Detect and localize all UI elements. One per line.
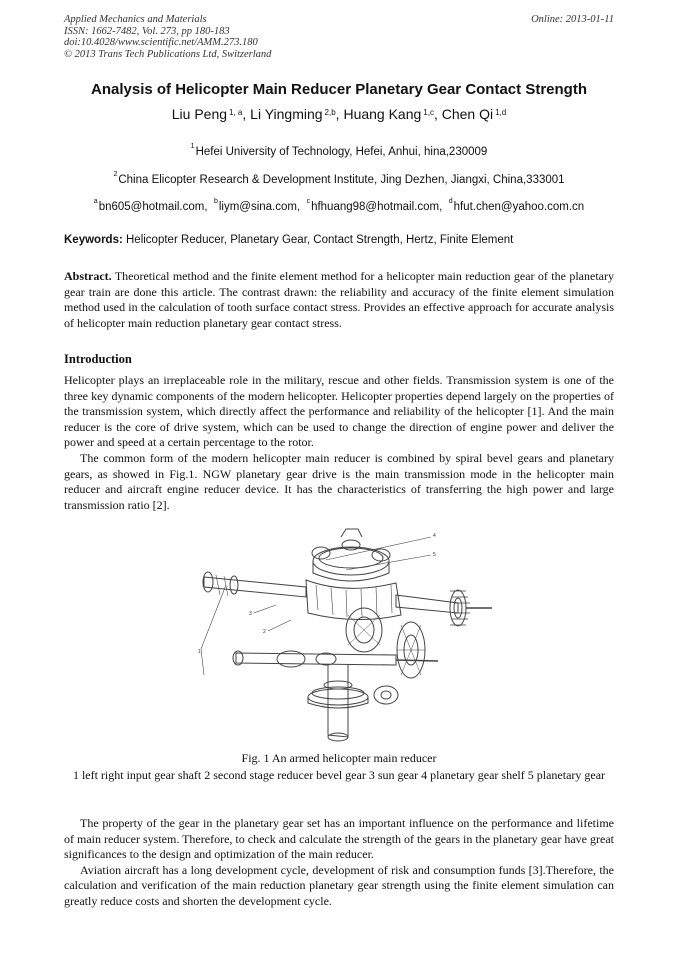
author-sup: 1,d: [495, 108, 507, 117]
abstract-label: Abstract.: [64, 269, 112, 283]
author-sup: 2,b: [324, 108, 336, 117]
keywords-text: Helicopter Reducer, Planetary Gear, Contact Strength, Hertz, Finite Element: [126, 234, 514, 246]
author-name: Huang Kang: [343, 106, 422, 122]
section-heading-introduction: Introduction: [64, 352, 132, 366]
author-list: Liu Peng $^{1, a}$, Li Yingming $^{2,b}$, Huang Kang $^{1,c}$, Chen Qi $^{1,d}$: [171, 106, 507, 122]
journal-name: Applied Mechanics and Materials: [64, 14, 207, 25]
aff-sup: 2: [113, 171, 118, 178]
paragraph: Aviation aircraft has a long development cycle, development of risk and consumption funds [3].Therefore, the calculation and verification of the main reduction planetary gear strength using the finite element simulation can greatly reduce costs and shorten the development cycle.: [64, 862, 614, 908]
keywords-label: Keywords:: [64, 234, 123, 246]
figure-legend: 1 left right input gear shaft 2 second stage reducer bevel gear 3 sun gear 4 planetary gear shelf 5 planetary gear: [72, 768, 606, 782]
aff-sup: 1: [190, 143, 195, 150]
body-after-figure: [64, 816, 614, 910]
affiliation-2: [0, 171, 678, 186]
email: bn605@hotmail.com,: [98, 201, 208, 213]
figure-label-2: 2: [263, 629, 266, 635]
aff-text: Hefei University of Technology, Hefei, Anhui, hina,230009: [195, 146, 488, 158]
abstract: [64, 269, 614, 331]
figure-label-3: 3: [249, 611, 252, 617]
paragraph: Helicopter plays an irreplaceable role in the military, rescue and other fields. Transmission system is one of the three key dynamic components of the modern helicopter. Helicopter properties depend largely on the properties of the transmission system, which directly affect the performance and reliability of the helicopter [1]. And the main reducer is the core of drive system, which can be used to change the direction of engine power and deliver the power and speed at a certain percentage to the rotor.: [64, 373, 614, 450]
figure-label-4: 4: [433, 533, 436, 539]
paper-title: Analysis of Helicopter Main Reducer Planetary Gear Contact Strength: [91, 81, 587, 98]
email: hfhuang98@hotmail.com,: [311, 201, 443, 213]
author-sup: 1,c: [423, 108, 434, 117]
figure-caption: Fig. 1 An armed helicopter main reducer: [241, 751, 437, 765]
journal-header: [64, 14, 271, 60]
affiliation-1: [0, 143, 678, 158]
email-sup: d: [448, 198, 453, 205]
figure-label-5: 5: [433, 552, 436, 558]
aff-text: China Elicopter Research & Development Institute, Jing Dezhen, Jiangxi, China,333001: [118, 174, 565, 186]
author-name: Chen Qi: [441, 106, 494, 122]
email-sup: b: [213, 198, 218, 205]
issn-line: ISSN: 1662-7482, Vol. 273, pp 180-183: [64, 25, 230, 37]
author-name: Liu Peng: [171, 106, 228, 122]
introduction-body: [64, 373, 614, 513]
copyright-line: © 2013 Trans Tech Publications Ltd, Switzerland: [64, 48, 272, 60]
email-sup: a: [93, 198, 98, 205]
email: liym@sina.com,: [218, 201, 301, 213]
paragraph: The property of the gear in the planetary gear set has an important influence on the performance and lifetime of main reducer system. Therefore, to check and calculate the strength of the gears in the planetary gear have great significances to the design and optimization of the main reducer.: [64, 816, 614, 862]
email-list: [0, 198, 678, 213]
email-sup: c: [306, 198, 311, 205]
gearbox-figure: [196, 525, 492, 750]
keywords: [64, 234, 624, 246]
email: hfut.chen@yahoo.com.cn: [453, 201, 585, 213]
author-name: Li Yingming: [250, 106, 323, 122]
paragraph: The common form of the modern helicopter main reducer is combined by spiral bevel gears and planetary gears, as showed in Fig.1. NGW planetary gear drive is the main transmission mode in the helicopter main reducer and aircraft engine reducer device. It has the characteristics of transferring the high power and large transmission ratio [2].: [64, 450, 614, 512]
online-date: Online: 2013-01-11: [531, 14, 614, 25]
doi-line: doi:10.4028/www.scientific.net/AMM.273.180: [64, 37, 258, 48]
figure-label-1: 1: [198, 649, 201, 655]
author-sup: 1, a: [229, 108, 243, 117]
abstract-text: Theoretical method and the finite element method for a helicopter main reduction gear of the planetary gear train are done this article. The contrast drawn: the reliability and accuracy of the finite element simulation method used in the calculation of tooth surface contact stress. Provides an effective approach for accurate analysis of helicopter main reduction planetary gear contact stress.: [64, 269, 614, 330]
